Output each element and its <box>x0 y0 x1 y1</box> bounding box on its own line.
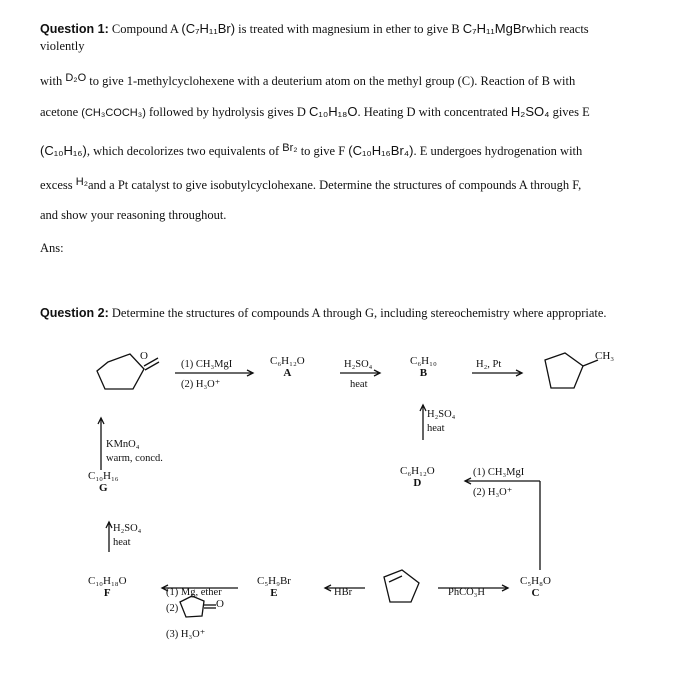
reagent-hbr: HBr <box>334 587 353 598</box>
compound-a <box>270 355 305 379</box>
q1-heading: Question 1: <box>40 22 109 36</box>
reagent-o: O <box>216 598 224 610</box>
formula-a-scheme: C₆H₁₂O <box>270 355 305 367</box>
reagent-h2so4-2: H₂SO₄ <box>427 409 456 420</box>
formula-g: C₁₀H₁₆ <box>88 470 119 482</box>
carbonyl-o: O <box>140 350 148 362</box>
formula-h2: H₂ <box>75 176 88 188</box>
compound-g <box>88 470 119 494</box>
formula-d-scheme: C₆H₁₂O <box>400 465 435 477</box>
label-g: G <box>99 482 108 494</box>
reagent-h3o: (2) H₃O⁺ <box>181 379 221 390</box>
formula-d: C₁₀H₁₈O <box>309 104 358 119</box>
label-e: E <box>270 587 278 599</box>
answer-label: Ans: <box>40 241 64 255</box>
reagent-heat-3: heat <box>113 537 131 548</box>
q1-text: to give F <box>300 144 346 158</box>
compound-f <box>88 575 127 599</box>
formula-c-scheme: C₅H₈O <box>520 575 551 587</box>
reagent-mg: (1) Mg, ether <box>166 587 222 598</box>
label-f: F <box>103 587 111 599</box>
reagent-heat-2: heat <box>427 423 445 434</box>
q1-text: and a Pt catalyst to give isobutylcyclohexane. Determine the structures of compounds A through F, <box>87 178 582 192</box>
label-b: B <box>419 367 428 379</box>
reagent-step3: (3) H₃O⁺ <box>166 629 206 640</box>
formula-acetone: (CH₃COCH₃) <box>81 107 146 119</box>
q1-text: acetone <box>40 105 79 119</box>
reagent-ch3mgi: (1) CH₃MgI <box>181 359 233 370</box>
compound-d <box>400 465 435 489</box>
formula-f: (C₁₀H₁₆Br₄) <box>348 143 414 158</box>
q1-text: . Heating D with concentrated <box>357 105 508 119</box>
formula-e-scheme: C₅H₉Br <box>257 575 291 587</box>
q1-text: . E undergoes hydrogenation with <box>413 144 583 158</box>
reagent-warm: warm, concd. <box>106 453 163 464</box>
formula-h2so4: H₂SO₄ <box>510 104 550 119</box>
reagent-h2so4: H₂SO₄ <box>344 359 373 370</box>
reagent-ch3mgi-2: (1) CH₃MgI <box>473 467 525 478</box>
q1-text: excess <box>40 178 73 192</box>
cyclopentanone-ring <box>97 354 144 389</box>
formula-a: (C₇H₁₁Br) <box>181 21 236 36</box>
q1-line-2: violently <box>40 39 85 53</box>
q1-text: which reacts <box>525 22 589 36</box>
q1-line-7: and show your reasoning throughout. <box>40 208 227 222</box>
q1-text: is treated with magnesium in ether to give B <box>238 22 460 36</box>
q1-text: followed by hydrolysis gives D <box>148 105 306 119</box>
reagent-h2pt: H₂, Pt <box>476 359 502 370</box>
q1-text: with <box>40 74 63 88</box>
formula-b-scheme: C₆H₁₀ <box>410 355 437 367</box>
reagent-step2: (2) <box>166 603 179 614</box>
reagent-h2so4-3: H₂SO₄ <box>113 523 142 534</box>
q1-text: , which decolorizes two equivalents of <box>86 144 280 158</box>
formula-f-scheme: C₁₀H₁₈O <box>88 575 127 587</box>
compound-e <box>257 575 291 599</box>
q2-heading: Question 2: <box>40 306 109 320</box>
reagent-heat: heat <box>350 379 368 390</box>
reagent-phco3h: PhCO₃H <box>448 587 485 598</box>
reagent-h3o-2: (2) H₃O⁺ <box>473 487 513 498</box>
cyclopentene-ring <box>384 570 419 602</box>
formula-br2: Br₂ <box>282 142 298 154</box>
compound-c <box>520 575 551 599</box>
formula-b: C₇H₁₁MgBr <box>462 21 526 36</box>
reagent-kmno4: KMnO₄ <box>106 439 140 450</box>
q2-text: Determine the structures of compounds A through G, including stereochemistry where appropriate. <box>111 306 607 320</box>
compound-b <box>410 355 437 379</box>
methyl-label: CH₃ <box>595 350 615 362</box>
q1-text: Compound A <box>111 22 179 36</box>
formula-e: (C₁₀H₁₆) <box>40 143 87 158</box>
label-a: A <box>283 367 292 379</box>
methylcyclopentane-ring <box>545 353 583 388</box>
q1-text: gives E <box>552 105 590 119</box>
q1-text: to give 1-methylcyclohexene with a deuterium atom on the methyl group (C). Reaction of B with <box>89 74 576 88</box>
label-c: C <box>531 587 540 599</box>
formula-d2o: D₂O <box>65 72 87 84</box>
label-d: D <box>413 477 422 489</box>
